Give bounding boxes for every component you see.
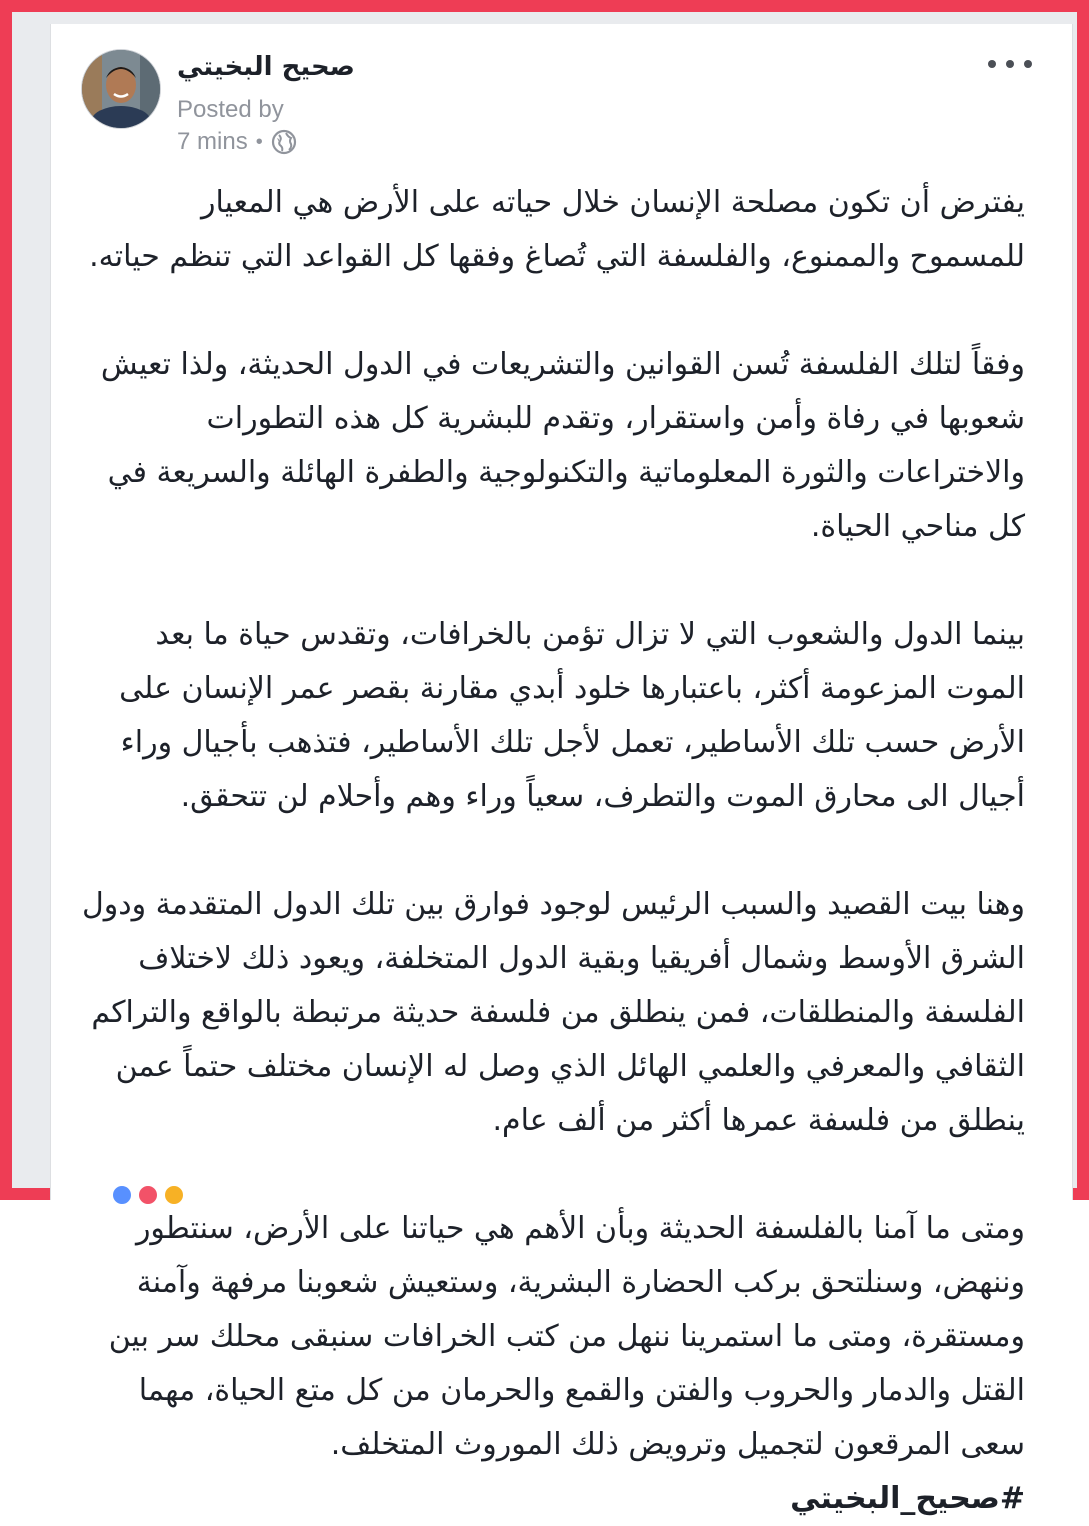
- post-paragraph: بينما الدول والشعوب التي لا تزال تؤمن بالخرافات، وتقدس حياة ما بعد الموت المزعومة أكثر، باعتبارها خلود أبدي مقارنة بقصر عمر الإنسان على الأرض حسب تلك الأساطير، تعمل لأجل تلك الأساطير، فتذهب بأجيال وراء أجيال الى محارق الموت والتطرف، سعياً وراء وهم وأحلام لن تتحقق.: [119, 617, 1025, 814]
- post-header: [51, 24, 1072, 164]
- haha-reaction-icon: [163, 1184, 185, 1206]
- more-options-icon[interactable]: [988, 52, 1032, 76]
- posted-by-label: Posted by: [177, 96, 284, 123]
- author-avatar[interactable]: [81, 49, 161, 129]
- more-dot: [988, 60, 996, 68]
- like-reaction-icon: [111, 1184, 133, 1206]
- more-dot: [1024, 60, 1032, 68]
- globe-icon[interactable]: [271, 129, 297, 155]
- reactions-strip[interactable]: [111, 1184, 185, 1206]
- meta-separator: •: [255, 130, 263, 153]
- post-meta: [177, 128, 297, 156]
- hashtag-link[interactable]: #صحيح_البخيتي: [790, 1481, 1025, 1516]
- love-reaction-icon: [137, 1184, 159, 1206]
- post-paragraph: وهنا بيت القصيد والسبب الرئيس لوجود فوارق بين تلك الدول المتقدمة ودول الشرق الأوسط وشمال أفريقيا وبقية الدول المتخلفة، ويعود ذلك لاختلاف الفلسفة والمنطلقات، فمن ينطلق من فلسفة حديثة مرتبطة بالواقع والتراكم الثقافي والمعرفي والعلمي الهائل الذي وصل له الإنسان مختلف حتماً عمن ينطلق من فلسفة عمرها أكثر من ألف عام.: [81, 887, 1025, 1138]
- post-paragraph: وفقاً لتلك الفلسفة تُسن القوانين والتشريعات في الدول الحديثة، ولذا تعيش شعوبها في رفاة وأمن واستقرار، وتقدم للبشرية كل هذه التطورات والاختراعات والثورة المعلوماتية والتكنولوجية والطفرة الهائلة والسريعة في كل مناحي الحياة.: [100, 347, 1025, 544]
- author-name[interactable]: صحيح البخيتي: [177, 52, 355, 82]
- post-timestamp[interactable]: 7 mins: [177, 128, 248, 155]
- more-dot: [1006, 60, 1014, 68]
- post-paragraph: ومتى ما آمنا بالفلسفة الحديثة وبأن الأهم هي حياتنا على الأرض، سنتطور وننهض، وسنلتحق بركب الحضارة البشرية، وستعيش شعوبنا مرفهة وآمنة ومستقرة، ومتى ما استمرينا ننهل من كتب الخرافات سنبقى محلك سر بين القتل والدمار والحروب والفتن والقمع والحرمان من كل متع الحياة، مهما سعى المرقعون لتجميل وترويض ذلك الموروث المتخلف.: [108, 1211, 1025, 1462]
- post-text: [79, 176, 1025, 1526]
- post-paragraph: يفترض أن تكون مصلحة الإنسان خلال حياته على الأرض هي المعيار للمسموح والممنوع، والفلسفة التي تُصاغ وفقها كل القواعد التي تنظم حياته.: [89, 185, 1025, 274]
- post-card: [50, 24, 1073, 1516]
